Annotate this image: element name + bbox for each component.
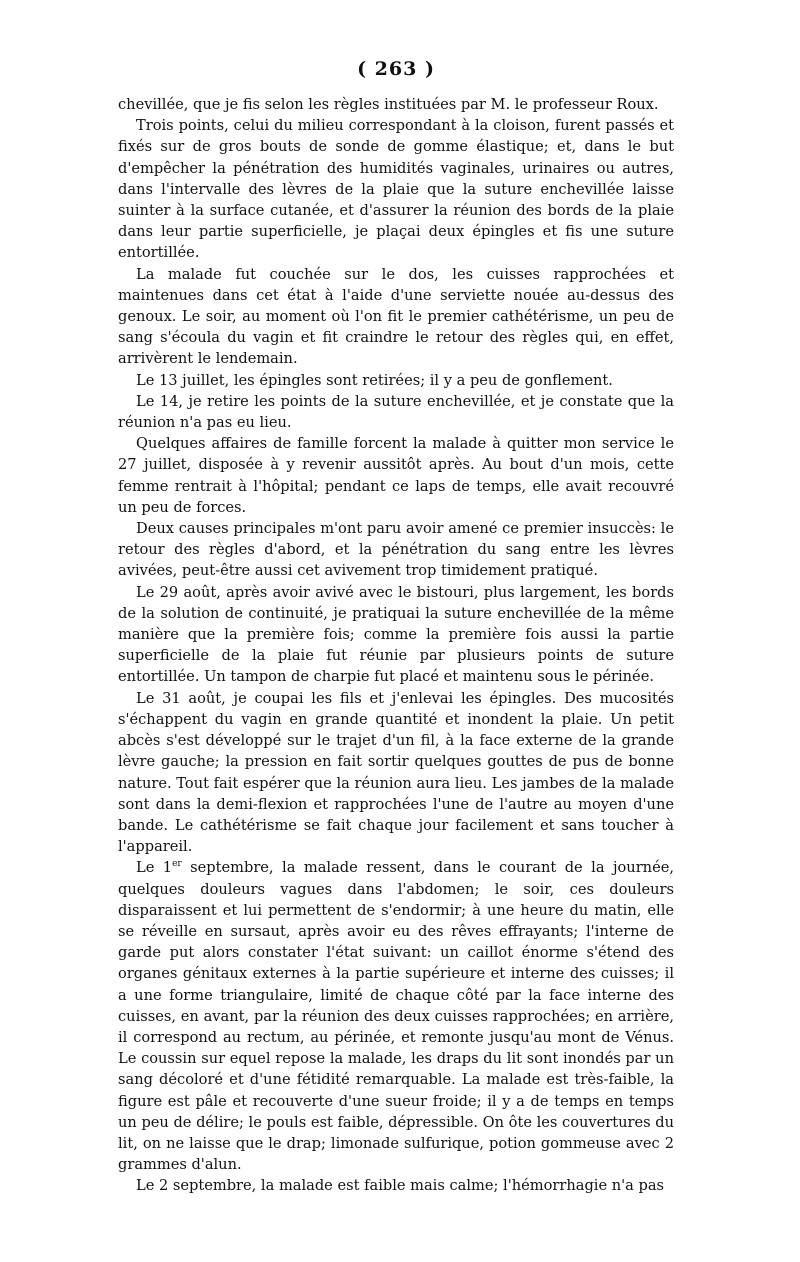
- paragraph-affaires-famille: Quelques affaires de famille forcent la malade à quitter mon service le 27 juillet, disposée à y revenir aussitôt après. Au bout d'un mois, cette femme rentrait à l'hôpital; pendant ce laps de temps, elle avait recouvré un peu de forces.: [118, 435, 674, 516]
- paragraph-13-juillet: Le 13 juillet, les épingles sont retirées; il y a peu de gonflement.: [136, 371, 613, 389]
- paragraph-1er-septembre: [118, 857, 674, 1175]
- paragraph-14-juillet: Le 14, je retire les points de la suture enchevillée, et je constate que la réunion n'a pas eu lieu.: [118, 392, 674, 432]
- paragraph-deux-causes: Deux causes principales m'ont paru avoir amené ce premier insuccès: le retour des règles d'abord, et la pénétration du sang entre les lèvres avivées, peut-être aussi cet avivement trop timidement pratiqué.: [118, 520, 674, 580]
- sept1-body: septembre, la malade ressent, dans le courant de la journée, quelques douleurs vagues dans l'abdomen; le soir, ces douleurs disparaissent et lui permettent de s'endormir; à une heure du matin, elle se réveille en sursaut, après avoir eu des rêves effrayants; l'interne de garde put alors constater l'état suivant: un caillot énorme s'étend des organes génitaux externes à la partie supérieure et interne des cuisses; il a une forme triangulaire, limité de chaque côté par la face interne des cuisses, en avant, par la réunion des deux cuisses rapprochées; en arrière, il correspond au rectum, au périnée, et remonte jusqu'au mont de Vénus. Le coussin sur equel repose la malade, les draps du lit sont inondés par un sang décoloré et d'une fétidité remarquable. La malade est très-faible, la figure est pâle et recouverte d'une sueur froide; il y a de temps en temps un peu de délire; le pouls est faible, dépressible. On ôte les couvertures du lit, on ne laisse que le drap; limonade sulfurique, potion gommeuse avec 2 grammes d'alun.: [118, 859, 674, 1174]
- paragraph-2-septembre: Le 2 septembre, la malade est faible mais calme; l'hémorrhagie n'a pas: [136, 1177, 665, 1195]
- sept1-superscript: er: [172, 859, 182, 870]
- paragraph-malade-couchee: La malade fut couchée sur le dos, les cuisses rapprochées et maintenues dans cet état à l'aide d'une serviette nouée au-dessus des genoux. Le soir, au moment où l'on fit le premier cathétérisme, un peu de sang s'écoula du vagin et fit craindre le retour des règles qui, en effet, arrivèrent le lendemain.: [118, 265, 674, 368]
- paragraph-31-aout: Le 31 août, je coupai les fils et j'enlevai les épingles. Des mucosités s'échappent du vagin en grande quantité et inondent la plaie. Un petit abcès s'est développé sur le trajet d'un fil, à la face externe de la grande lèvre gauche; la pression en fait sortir quelques gouttes de pus de bonne nature. Tout fait espérer que la réunion aura lieu. Les jambes de la malade sont dans la demi-flexion et rapprochées l'une de l'autre au moyen d'une bande. Le cathétérisme se fait chaque jour facilement et sans toucher à l'appareil.: [118, 689, 674, 856]
- paragraph-trois-points: Trois points, celui du milieu correspondant à la cloison, furent passés et fixés sur de gros bouts de sonde de gomme élastique; et, dans le but d'empêcher la pénétration des humidités vaginales, urinaires ou autres, dans l'intervalle des lèvres de la plaie que la suture enchevillée laisse suinter à la surface cutanée, et d'assurer la réunion des bords de la plaie dans leur partie superficielle, je plaçai deux épingles et fis une suture entortillée.: [118, 117, 674, 262]
- paragraph-29-aout: Le 29 août, après avoir avivé avec le bistouri, plus largement, les bords de la solution de continuité, je pratiquai la suture enchevillée de la même manière que la première fois; comme la première fois aussi la partie superficielle de la plaie fut réunie par plusieurs points de suture entortillée. Un tampon de charpie fut placé et maintenu sous le périnée.: [118, 583, 674, 686]
- book-page: [118, 58, 674, 1197]
- sept1-lead: Le 1: [136, 859, 173, 877]
- page-number: ( 263 ): [357, 58, 435, 80]
- paragraph-continuation: chevillée, que je fis selon les règles instituées par M. le professeur Roux.: [118, 96, 659, 113]
